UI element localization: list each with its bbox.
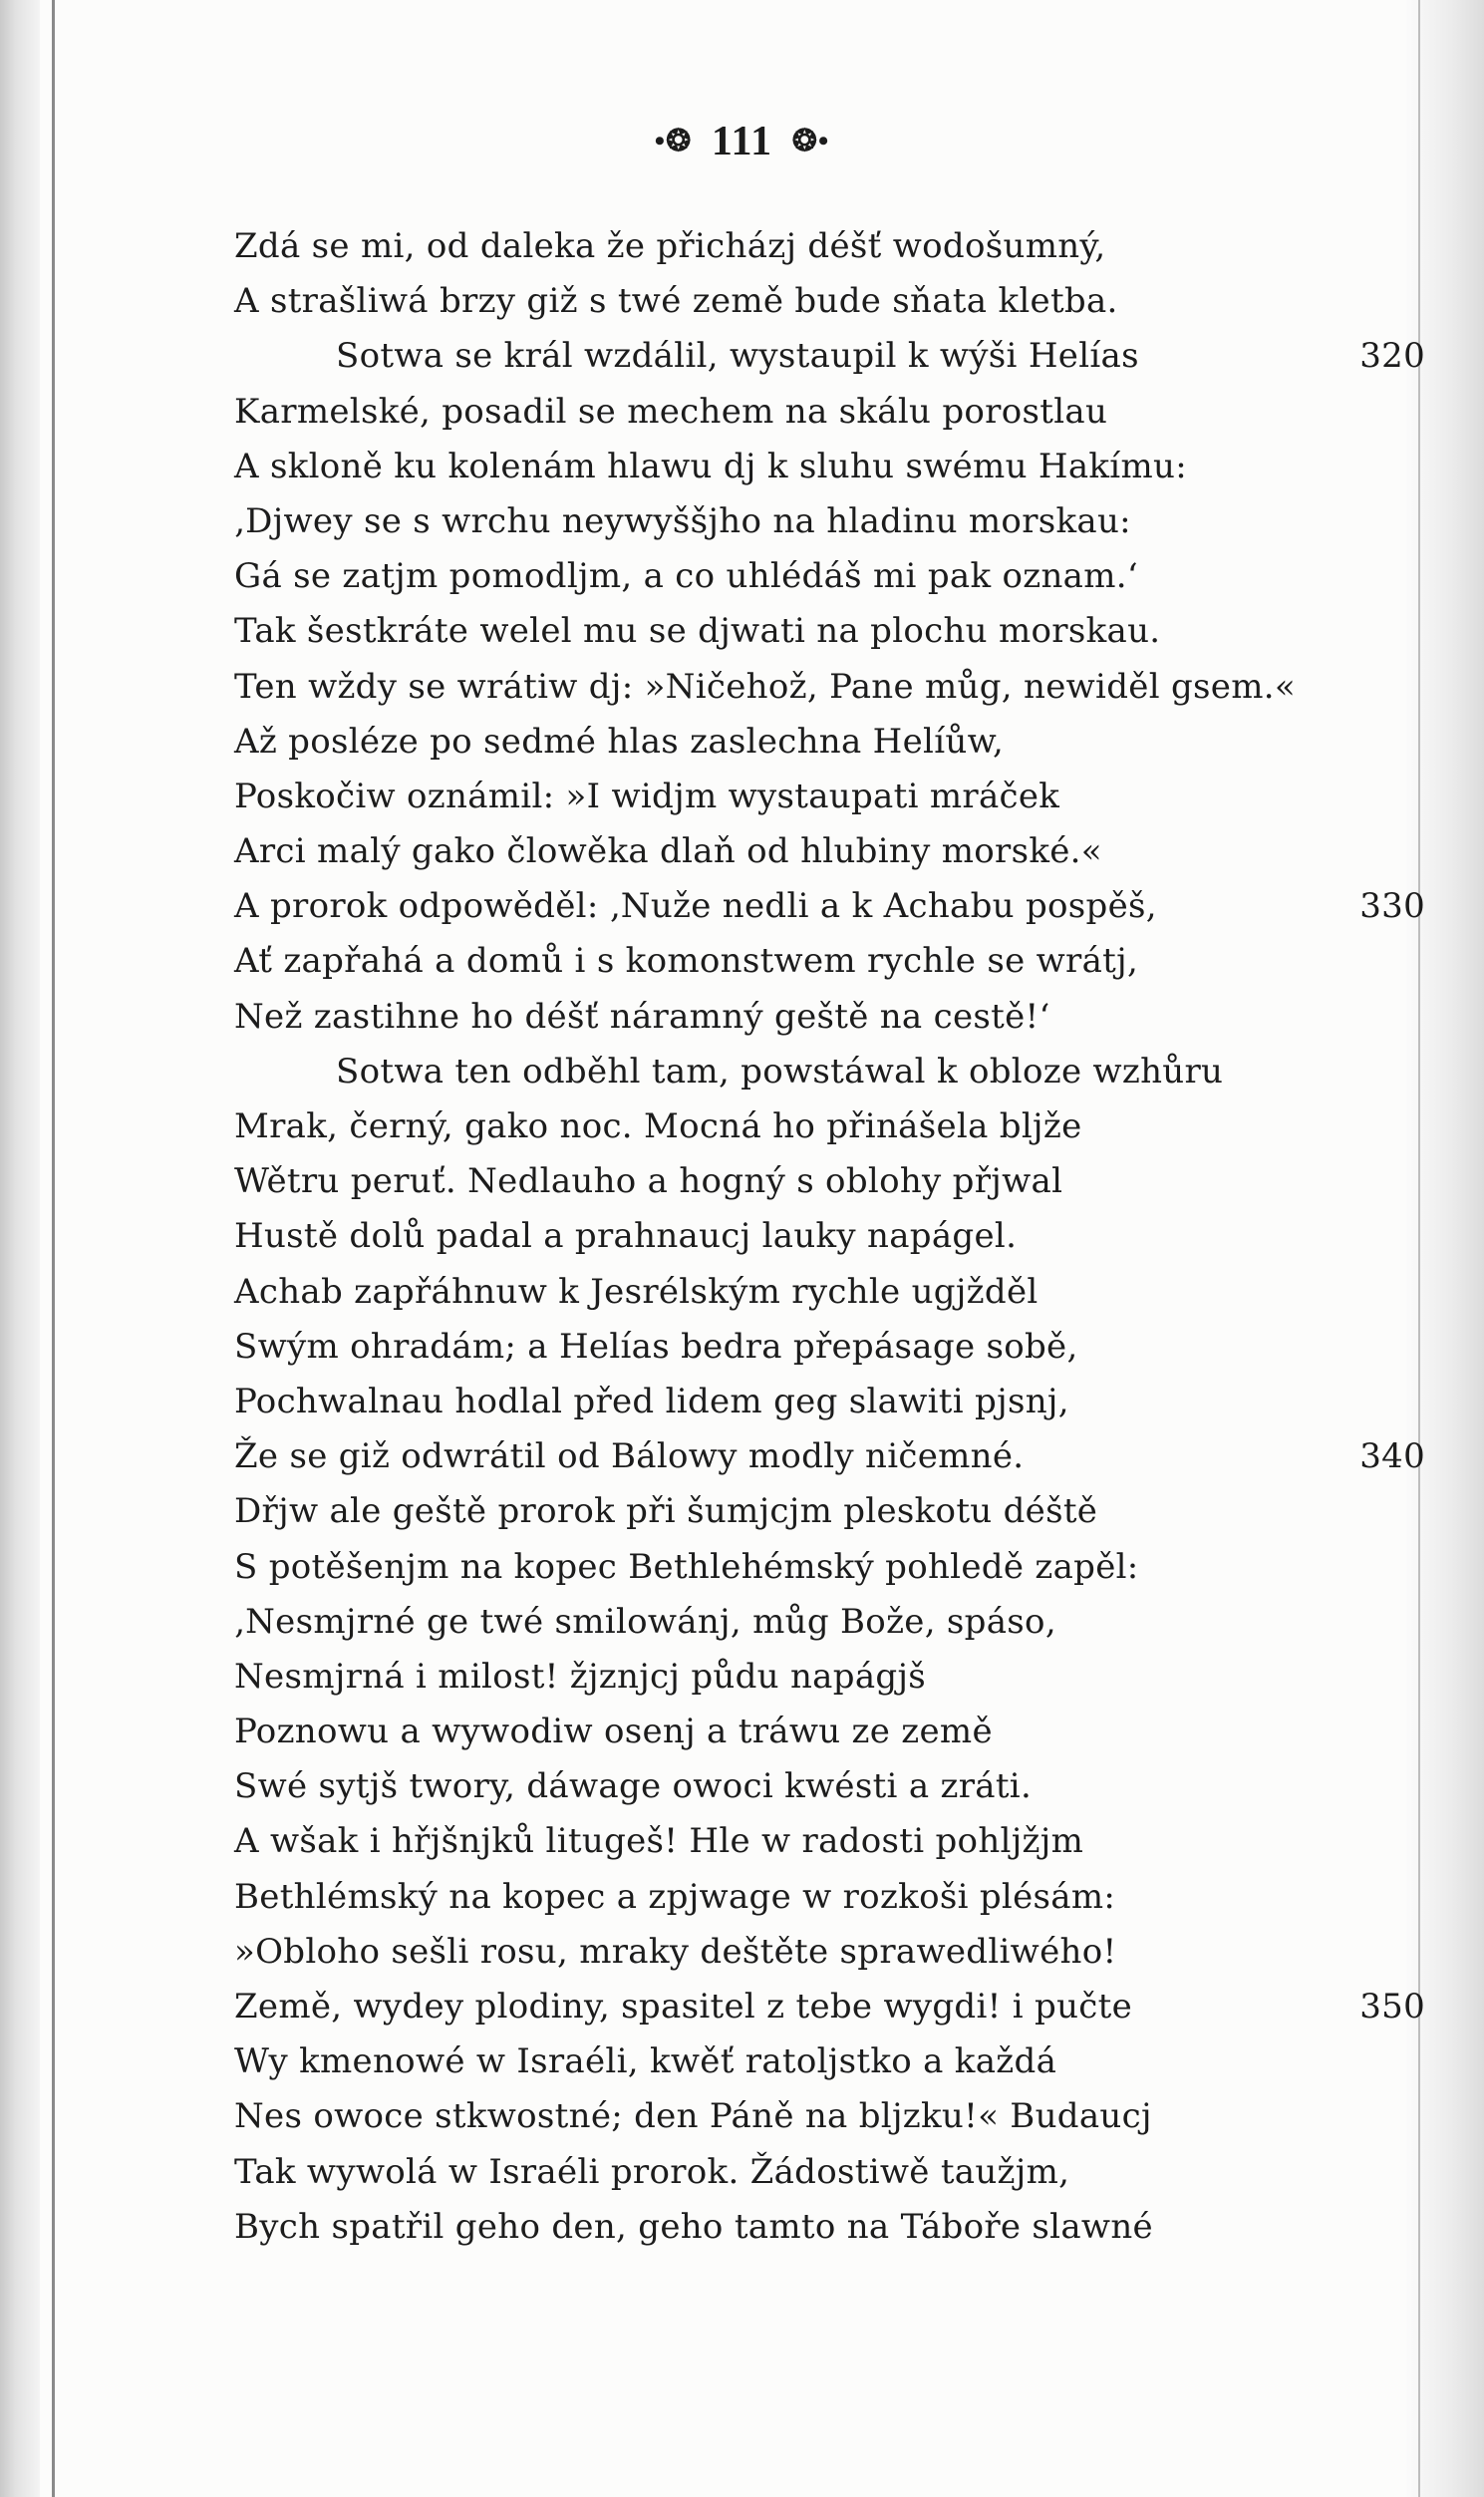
line-number: 340: [1359, 1436, 1425, 1477]
verse-text: Že se giž odwrátil od Bálowy modly ničemné.: [234, 1436, 1025, 1477]
verse-text: A wšak i hřjšnjků litugeš! Hle w radosti pohljžjm: [234, 1821, 1084, 1862]
verse-text: Karmelské, posadil se mechem na skálu porostlau: [234, 391, 1108, 432]
verse-text: Nesmjrná i milost! žjznjcj půdu napágjš: [234, 1656, 927, 1697]
verse-text: Wětru peruť. Nedlauho a hogný s oblohy přjwal: [234, 1161, 1063, 1202]
verse-line: [234, 824, 1425, 879]
binding-line: [52, 0, 55, 2497]
verse-line: [234, 1759, 1425, 1814]
verse-line: [234, 1154, 1425, 1209]
binding-edge: [0, 0, 40, 2497]
verse-text: Sotwa ten odběhl tam, powstáwal k obloze wzhůru: [336, 1051, 1224, 1092]
verse-line: [234, 1375, 1425, 1429]
verse-line: [234, 1925, 1425, 1980]
verse-line: [234, 1320, 1425, 1375]
verse-line: [234, 549, 1425, 604]
verse-line: [234, 1540, 1425, 1595]
verse-text: Swé sytjš twory, dáwage owoci kwésti a zráti.: [234, 1766, 1033, 1807]
verse-text: A skloně ku kolenám hlawu dj k sluhu swému Hakímu:: [234, 446, 1187, 486]
verse-text: Bych spatřil geho den, geho tamto na Táboře slawné: [234, 2206, 1153, 2247]
verse-line: [234, 274, 1425, 329]
verse-line: [234, 1705, 1425, 1759]
verse-text: S potěšenjm na kopec Bethlehémský pohledě zapěl:: [234, 1546, 1139, 1587]
line-number: 320: [1359, 336, 1425, 377]
page-number: 111: [711, 119, 773, 164]
verse-line: [234, 604, 1425, 659]
verse-line: [234, 494, 1425, 549]
verse-text: Země, wydey plodiny, spasitel z tebe wygdi! i pučte: [234, 1987, 1133, 2027]
verse-line: [234, 1265, 1425, 1320]
ornament-right: ❂•: [791, 125, 830, 157]
verse-text: Tak wywolá w Israéli prorok. Žádostiwě taužjm,: [234, 2151, 1070, 2192]
verse-text: Dřjw ale geště prorok při šumjcjm pleskotu déště: [234, 1491, 1098, 1532]
verse-line: [234, 660, 1425, 715]
verse-line: [234, 1209, 1425, 1264]
verse-line: [234, 329, 1425, 384]
verse-text: Sotwa se král wzdálil, wystaupil k wýši Helías: [336, 336, 1139, 377]
verse-text: Swým ohradám; a Helías bedra přepásage sobě,: [234, 1326, 1078, 1367]
verse-line: [234, 879, 1425, 934]
verse-text: Ten wždy se wrátiw dj: »Ničehož, Pane můg, newiděl gsem.«: [234, 666, 1296, 707]
verse-line: [234, 1980, 1425, 2034]
line-number: 350: [1359, 1987, 1425, 2027]
verse-text: Gá se zatjm pomodljm, a co uhlédáš mi pak oznam.‘: [234, 556, 1138, 597]
verse-text: Tak šestkráte welel mu se djwati na plochu morskau.: [234, 611, 1161, 652]
page-header: [0, 118, 1484, 165]
verse-line: [234, 1650, 1425, 1705]
verse-line: [234, 2034, 1425, 2089]
verse-line: [234, 1595, 1425, 1650]
poem-text: [234, 219, 1425, 2255]
verse-line: [234, 2200, 1425, 2255]
verse-text: Achab zapřáhnuw k Jesrélským rychle ugjžděl: [234, 1271, 1039, 1312]
verse-text: ‚Nesmjrné ge twé smilowánj, můg Bože, spáso,: [234, 1601, 1056, 1642]
verse-text: Poznowu a wywodiw osenj a tráwu ze země: [234, 1712, 993, 1752]
verse-text: Wy kmenowé w Israéli, kwěť ratoljstko a každá: [234, 2041, 1057, 2082]
verse-line: [234, 1484, 1425, 1539]
verse-line: [234, 1870, 1425, 1925]
verse-line: [234, 770, 1425, 824]
verse-line: [234, 715, 1425, 770]
verse-line: [234, 1814, 1425, 1869]
verse-line: [234, 934, 1425, 989]
line-number: 330: [1359, 886, 1425, 927]
verse-line: [234, 385, 1425, 440]
verse-text: Ať zapřahá a domů i s komonstwem rychle se wrátj,: [234, 941, 1139, 982]
verse-text: Mrak, černý, gako noc. Mocná ho přinášela bljže: [234, 1106, 1082, 1146]
verse-text: Až posléze po sedmé hlas zaslechna Helíůw,: [234, 721, 1005, 762]
verse-text: Pochwalnau hodlal před lidem geg slawiti pjsnj,: [234, 1381, 1069, 1421]
verse-text: ‚Djwey se s wrchu neywyššjho na hladinu morskau:: [234, 500, 1131, 541]
verse-text: Než zastihne ho déšť náramný geště na cestě!‘: [234, 996, 1050, 1037]
verse-text: Poskočiw oznámil: »I widjm wystaupati mráček: [234, 776, 1060, 816]
verse-text: A prorok odpowěděl: ‚Nuže nedli a k Achabu pospěš,: [234, 886, 1157, 927]
verse-line: [234, 440, 1425, 494]
verse-line: [234, 1099, 1425, 1154]
verse-text: Nes owoce stkwostné; den Páně na bljzku!« Budaucj: [234, 2096, 1152, 2137]
verse-line: [234, 1045, 1425, 1099]
verse-line: [234, 2089, 1425, 2144]
verse-text: A strašliwá brzy giž s twé země bude sňata kletba.: [234, 281, 1118, 322]
verse-line: [234, 1429, 1425, 1484]
verse-text: Zdá se mi, od daleka že přicházj déšť wodošumný,: [234, 226, 1106, 266]
verse-line: [234, 990, 1425, 1045]
ornament-left: •❂: [654, 125, 693, 157]
verse-text: Bethlémský na kopec a zpjwage w rozkoši plésám:: [234, 1876, 1116, 1917]
verse-text: Arci malý gako člowěka dlaň od hlubiny morské.«: [234, 831, 1102, 872]
verse-text: Hustě dolů padal a prahnaucj lauky napágel.: [234, 1216, 1018, 1257]
verse-text: »Obloho sešli rosu, mraky deštěte sprawedliwého!: [234, 1931, 1117, 1972]
verse-line: [234, 219, 1425, 274]
verse-line: [234, 2145, 1425, 2200]
